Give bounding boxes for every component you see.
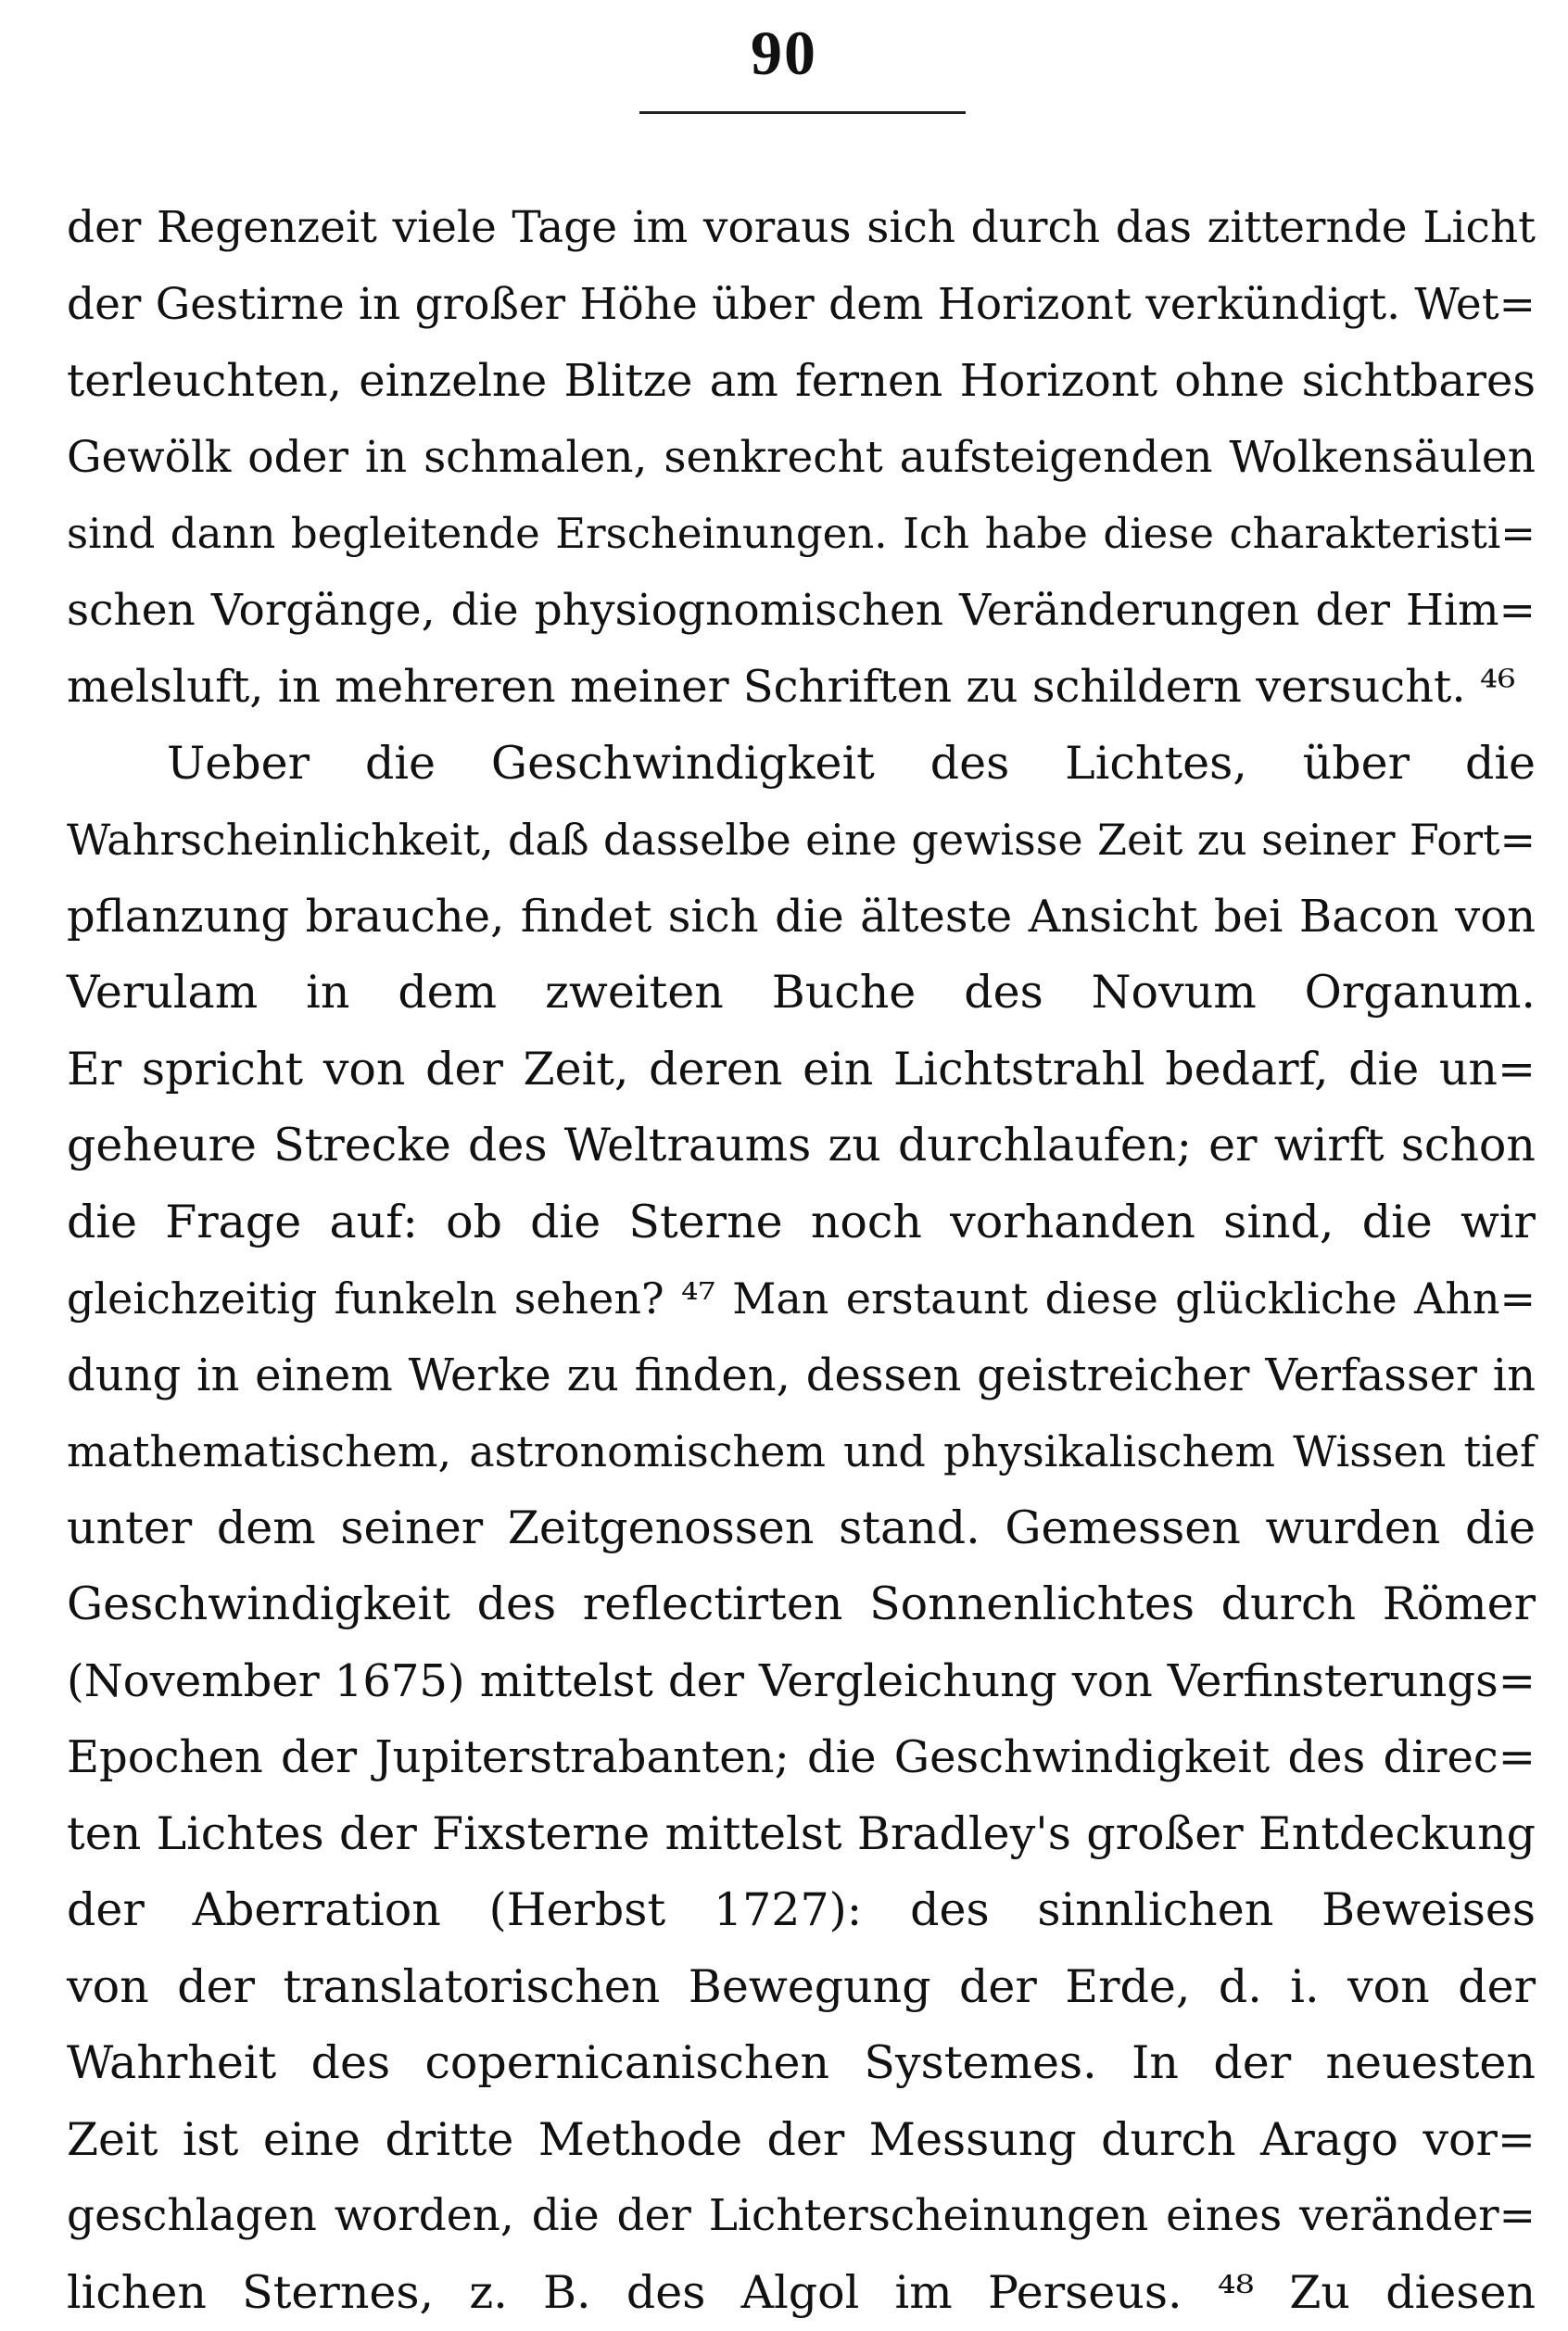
text-line: pflanzung brauche, findet sich die älteste Ansicht bei Bacon von — [67, 879, 1536, 956]
text-line: Wahrscheinlichkeit, daß dasselbe eine gewisse Zeit zu seiner Fort= — [67, 802, 1536, 879]
text-line: Geschwindigkeit des reflectirten Sonnenlichtes durch Römer — [67, 1566, 1536, 1643]
text-line: lichen Sternes, z. B. des Algol im Perseus. ⁴⁸ Zu diesen — [67, 2255, 1536, 2331]
text-line: Epochen der Jupiterstrabanten; die Geschwindigkeit des direc= — [67, 1719, 1536, 1796]
text-line: die Frage auf: ob die Sterne noch vorhanden sind, die wir — [67, 1185, 1536, 1261]
text-line: (November 1675) mittelst der Vergleichung von Verfinsterungs= — [67, 1643, 1536, 1720]
text-line: Er spricht von der Zeit, deren ein Lichtstrahl bedarf, die un= — [67, 1032, 1536, 1108]
text-line: Ueber die Geschwindigkeit des Lichtes, über die — [67, 726, 1536, 803]
text-line: von der translatorischen Bewegung der Erde, d. i. von der — [67, 1949, 1536, 2026]
text-line: Zeit ist eine dritte Methode der Messung durch Arago vor= — [67, 2102, 1536, 2179]
header-rule — [639, 111, 966, 114]
text-line: der Gestirne in großer Höhe über dem Horizont verkündigt. Wet= — [67, 267, 1536, 344]
page-number: 90 — [0, 17, 1568, 90]
text-line: ten Lichtes der Fixsterne mittelst Bradley's großer Entdeckung — [67, 1796, 1536, 1873]
body-text — [67, 190, 1536, 2331]
text-line: Wahrheit des copernicanischen Systemes. In der neuesten — [67, 2025, 1536, 2102]
text-line: gleichzeitig funkeln sehen? ⁴⁷ Man erstaunt diese glückliche Ahn= — [67, 1261, 1536, 1337]
text-line: Gewölk oder in schmalen, senkrecht aufsteigenden Wolkensäulen — [67, 420, 1536, 497]
text-line: mathematischem, astronomischem und physikalischem Wissen tief — [67, 1413, 1536, 1490]
text-line: Verulam in dem zweiten Buche des Novum Organum. — [67, 955, 1536, 1032]
text-line: der Regenzeit viele Tage im voraus sich durch das zitternde Licht — [67, 190, 1536, 267]
text-line: der Aberration (Herbst 1727): des sinnlichen Beweises — [67, 1872, 1536, 1949]
text-line: schen Vorgänge, die physiognomischen Veränderungen der Him= — [67, 573, 1536, 650]
text-line: unter dem seiner Zeitgenossen stand. Gemessen wurden die — [67, 1490, 1536, 1567]
text-line: melsluft, in mehreren meiner Schriften zu schildern versucht. ⁴⁶ — [67, 649, 1536, 726]
text-line: dung in einem Werke zu finden, dessen geistreicher Verfasser in — [67, 1337, 1536, 1414]
text-line: geschlagen worden, die der Lichterscheinungen eines veränder= — [67, 2178, 1536, 2255]
text-line: sind dann begleitende Erscheinungen. Ich habe diese charakteristi= — [67, 496, 1536, 573]
text-line: geheure Strecke des Weltraums zu durchlaufen; er wirft schon — [67, 1108, 1536, 1185]
text-line: terleuchten, einzelne Blitze am fernen Horizont ohne sichtbares — [67, 343, 1536, 420]
